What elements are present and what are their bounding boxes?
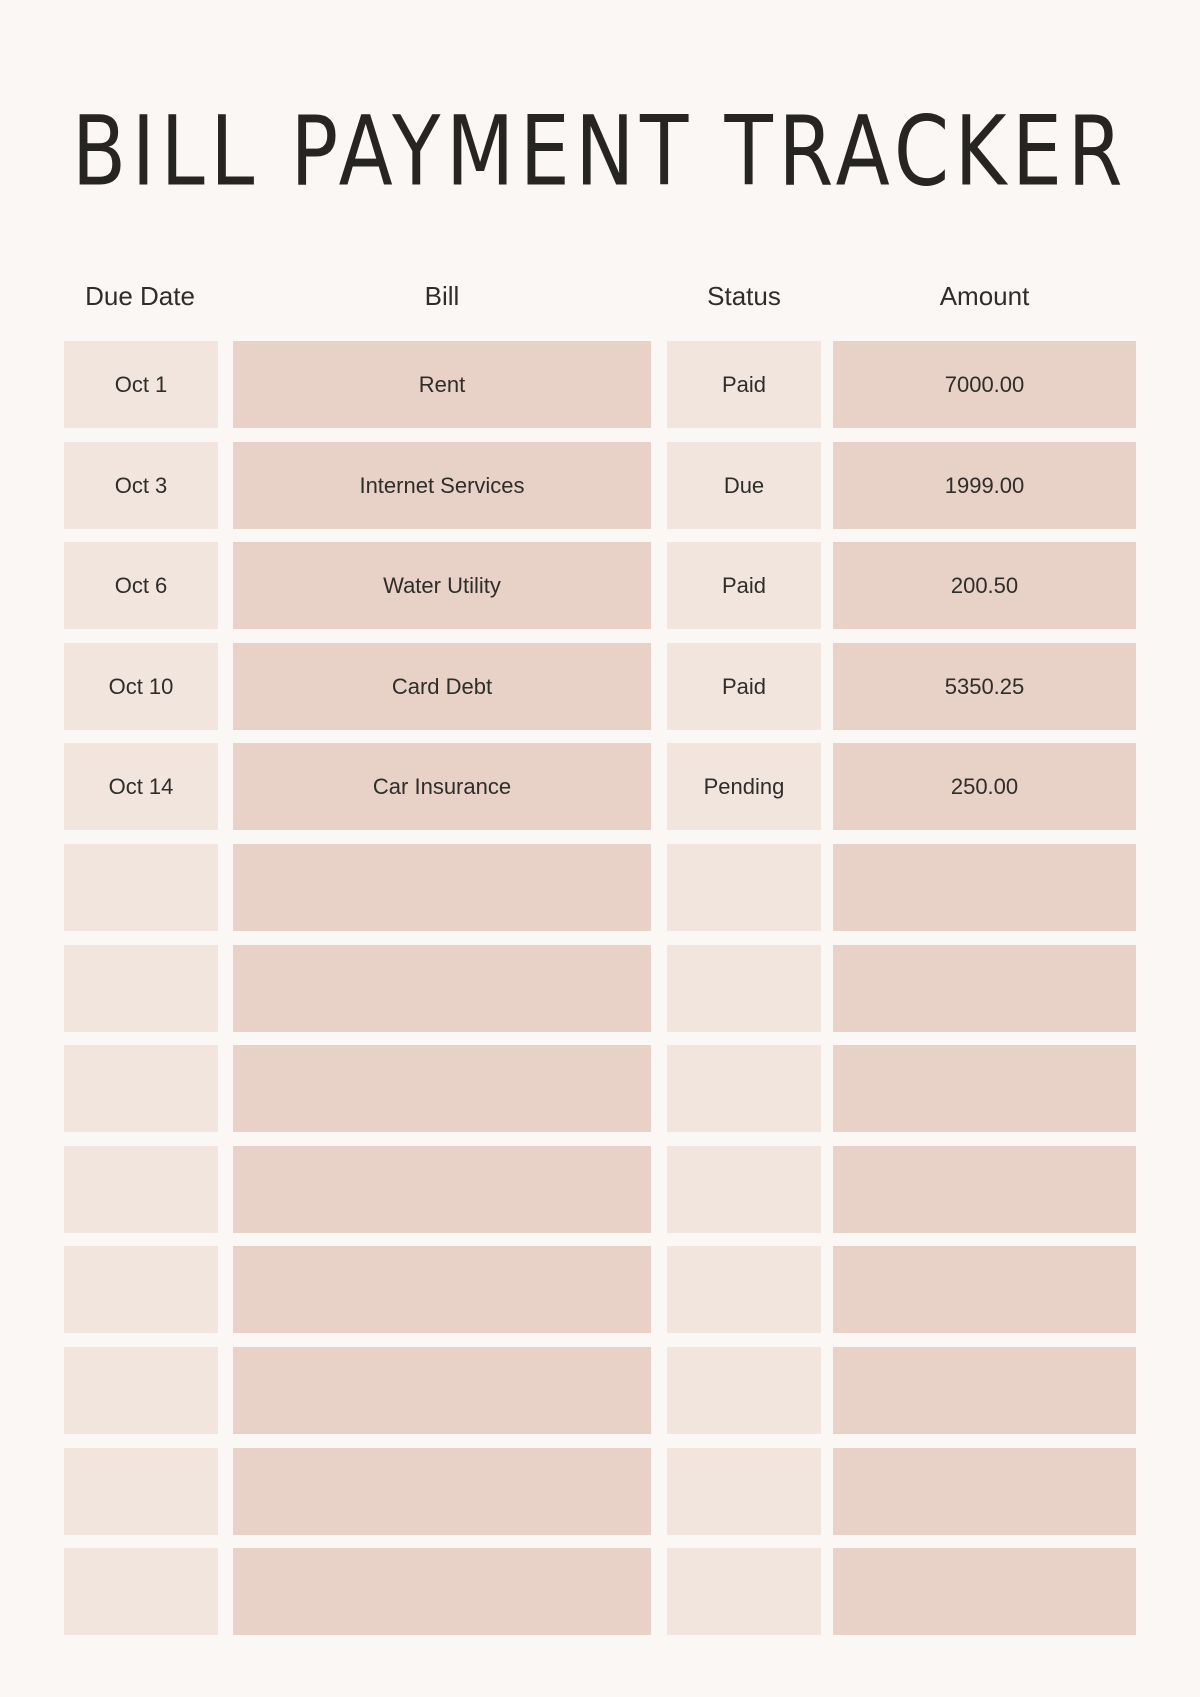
cell-amount: 5350.25 — [833, 643, 1136, 730]
cell-due-date — [64, 844, 218, 931]
cell-bill — [233, 1548, 651, 1635]
cell-due-date: Oct 6 — [64, 542, 218, 629]
cell-bill: Car Insurance — [233, 743, 651, 830]
cell-bill: Card Debt — [233, 643, 651, 730]
cell-due-date: Oct 14 — [64, 743, 218, 830]
cell-status: Paid — [667, 643, 821, 730]
cell-bill — [233, 1146, 651, 1233]
cell-amount — [833, 1246, 1136, 1333]
cell-amount — [833, 1548, 1136, 1635]
cell-due-date: Oct 10 — [64, 643, 218, 730]
cell-status: Pending — [667, 743, 821, 830]
cell-amount — [833, 1146, 1136, 1233]
cell-bill — [233, 844, 651, 931]
cell-status — [667, 1347, 821, 1434]
cell-amount: 200.50 — [833, 542, 1136, 629]
cell-status — [667, 1246, 821, 1333]
cell-amount: 1999.00 — [833, 442, 1136, 529]
cell-amount — [833, 945, 1136, 1032]
cell-amount — [833, 1448, 1136, 1535]
cell-bill — [233, 1448, 651, 1535]
cell-amount — [833, 844, 1136, 931]
page-title: BILL PAYMENT TRACKER — [71, 96, 1129, 208]
header-due-date: Due Date — [85, 281, 195, 311]
cell-due-date — [64, 1548, 218, 1635]
cell-due-date: Oct 1 — [64, 341, 218, 428]
cell-due-date — [64, 1448, 218, 1535]
cell-bill: Water Utility — [233, 542, 651, 629]
cell-due-date — [64, 1347, 218, 1434]
cell-due-date: Oct 3 — [64, 442, 218, 529]
cell-due-date — [64, 1045, 218, 1132]
header-status: Status — [707, 281, 781, 311]
cell-bill: Internet Services — [233, 442, 651, 529]
cell-status — [667, 1045, 821, 1132]
header-amount: Amount — [939, 281, 1030, 311]
cell-bill — [233, 945, 651, 1032]
cell-amount — [833, 1045, 1136, 1132]
cell-due-date — [64, 1146, 218, 1233]
cell-status — [667, 844, 821, 931]
cell-amount: 250.00 — [833, 743, 1136, 830]
header-bill: Bill — [424, 281, 460, 311]
cell-amount: 7000.00 — [833, 341, 1136, 428]
cell-status — [667, 945, 821, 1032]
cell-amount — [833, 1347, 1136, 1434]
cell-due-date — [64, 945, 218, 1032]
cell-status — [667, 1448, 821, 1535]
cell-due-date — [64, 1246, 218, 1333]
cell-status — [667, 1146, 821, 1233]
cell-bill: Rent — [233, 341, 651, 428]
cell-status: Paid — [667, 542, 821, 629]
cell-bill — [233, 1246, 651, 1333]
cell-status — [667, 1548, 821, 1635]
cell-bill — [233, 1045, 651, 1132]
cell-bill — [233, 1347, 651, 1434]
cell-status: Due — [667, 442, 821, 529]
cell-status: Paid — [667, 341, 821, 428]
